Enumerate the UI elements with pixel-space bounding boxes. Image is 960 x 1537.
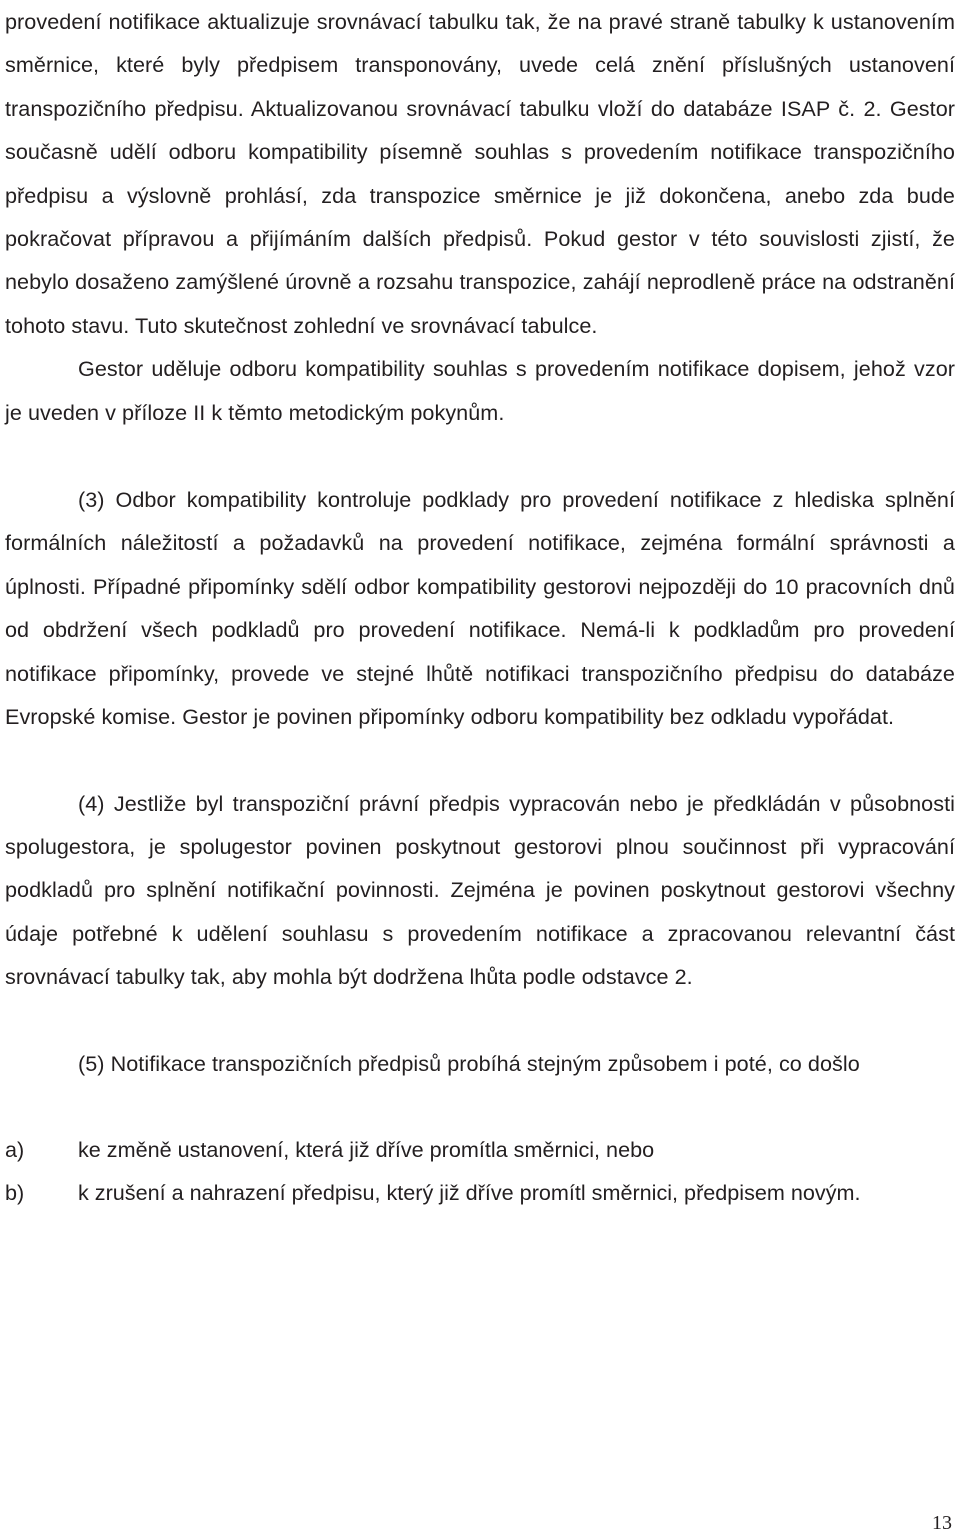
list-item-text: k zrušení a nahrazení předpisu, který již dříve promítl směrnici, předpisem novým. (78, 1180, 861, 1206)
list-item-marker: b) (5, 1180, 25, 1206)
spacer (5, 434, 955, 478)
page-number: 13 (932, 1512, 952, 1534)
paragraph-section-3: (3) Odbor kompatibility kontroluje podklady pro provedení notifikace z hlediska splnění formálních náležitostí a požadavků na provedení notifikace, zejména formální správnosti a úplnosti. Případné připomínky sdělí odbor kompatibility gestorovi nejpozději do 10 pracovních dnů od obdržení všech podkladů pro provedení notifikace. Nemá-li k podkladům pro provedení notifikace připomínky, provede ve stejné lhůtě notifikaci transpozičního předpisu do databáze Evropské komise. Gestor je povinen připomínky odboru kompatibility bez odkladu vypořádat. (5, 487, 955, 730)
paragraph-consent-letter: Gestor uděluje odboru kompatibility souhlas s provedením notifikace dopisem, jehož vzor je uveden v příloze II k těmto metodickým pokynům. (5, 356, 955, 425)
enumerated-list (5, 1128, 955, 1215)
spacer (5, 1085, 955, 1128)
list-item (5, 1171, 955, 1214)
paragraph-section-4: (4) Jestliže byl transpoziční právní předpis vypracován nebo je předkládán v působnosti spolugestora, je spolugestor povinen poskytnout gestorovi plnou součinnost při vypracování podkladů pro splnění notifikační povinnosti. Zejména je povinen poskytnout gestorovi všechny údaje potřebné k udělení souhlasu s provedením notifikace a zpracovanou relevantní část srovnávací tabulky tak, aby mohla být dodržena lhůta podle odstavce 2. (5, 790, 955, 990)
paragraph-section-5: (5) Notifikace transpozičních předpisů probíhá stejným způsobem i poté, co došlo (78, 1050, 860, 1076)
paragraph-notification-update: provedení notifikace aktualizuje srovnávací tabulku tak, že na pravé straně tabulky k ustanovením směrnice, které byly předpisem transponovány, uvede celá znění příslušných ustanovení transpozičního předpisu. Aktualizovanou srovnávací tabulku vloží do databáze ISAP č. 2. Gestor současně udělí odboru kompatibility písemně souhlas s provedením notifikace transpozičního předpisu a výslovně prohlásí, zda transpozice směrnice je již dokončena, anebo zda bude pokračovat přípravou a přijímáním dalších předpisů. Pokud gestor v této souvislosti zjistí, že nebylo dosaženo zamýšlené úrovně a rozsahu transpozice, zahájí neprodleně práce na odstranění tohoto stavu. Tuto skutečnost zohlední ve srovnávací tabulce. (5, 9, 955, 338)
spacer (5, 999, 955, 1042)
document-page (5, 0, 955, 1215)
spacer (5, 739, 955, 782)
list-item-marker: a) (5, 1136, 25, 1162)
list-item (5, 1128, 955, 1171)
list-item-text: ke změně ustanovení, která již dříve promítla směrnici, nebo (78, 1136, 655, 1162)
